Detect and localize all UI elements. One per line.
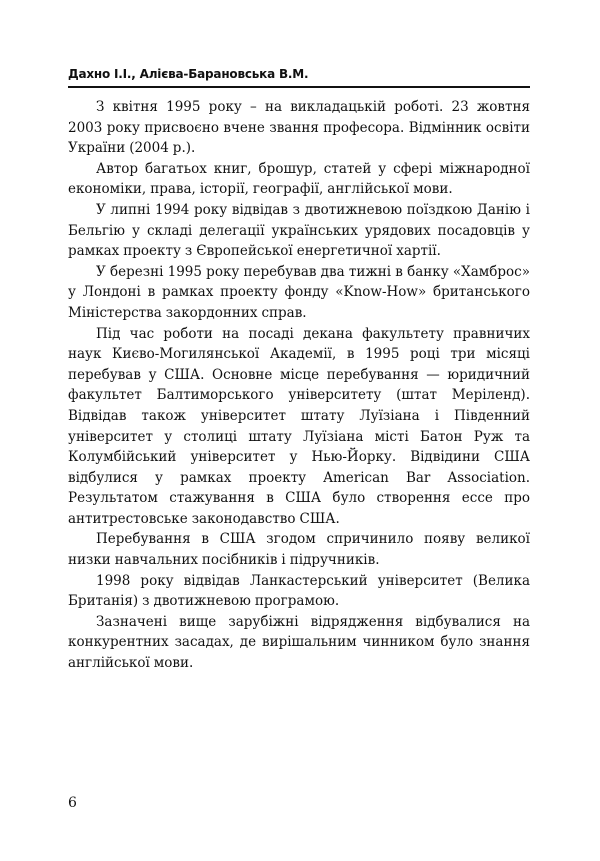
body-text (68, 97, 530, 674)
paragraph-lancaster-visit: 1998 року відвідав Ланкастерський університет (Велика Британія) з двотижневою програмою. (68, 572, 530, 610)
paragraph-competitive-basis: Зазначені вище зарубіжні відрядження відбувалися на конкурентних засадах, де вирішальним чинником було знання англійської мови. (68, 613, 530, 672)
paragraph-london-visit: У березні 1995 року перебував два тижні в банку «Хамброс» у Лондоні в рамках проекту фонду «Know-How» британського Міністерства закордонних справ. (68, 263, 530, 321)
paragraph-usa-visit: Під час роботи на посаді декана факультету правничих наук Києво-Могилянської Академії, в 1995 році три місяці перебував у США. Основне місце перебування — юридичний факультет Балтиморського університету (штат Меріленд). Відвідав також університет штату Луїзіана і Південний університет у столиці штату Луїзіана місті Батон Руж та Колумбійський університет у Нью-Йорку. Відвідини США відбулися у рамках проекту American Bar Association. Результатом стажування в США було створення ессе про антитрестовське законодавство США. (68, 325, 530, 527)
paragraph-publications: Автор багатьох книг, брошур, статей у сфері міжнародної економіки, права, історії, географії, англійської мови. (68, 160, 530, 198)
paragraph-denmark-belgium-visit: У липні 1994 року відвідав з двотижневою поїздкою Данію і Бельгію у складі делегації українських урядових посадовців у рамках проекту з Європейської енергетичної хартії. (68, 201, 530, 260)
paragraph-teaching-career: З квітня 1995 року – на викладацькій роботі. 23 жовтня 2003 року присвоєно вчене звання професора. Відмінник освіти України (2004 р.). (68, 99, 530, 157)
running-header-authors: Дахно І.І., Алієва-Барановська В.М. (68, 67, 309, 81)
header-divider (68, 86, 530, 88)
page-number: 6 (68, 795, 77, 811)
paragraph-textbooks: Перебування в США згодом спричинило появу великої низки навчальних посібників і підручників. (68, 531, 530, 569)
